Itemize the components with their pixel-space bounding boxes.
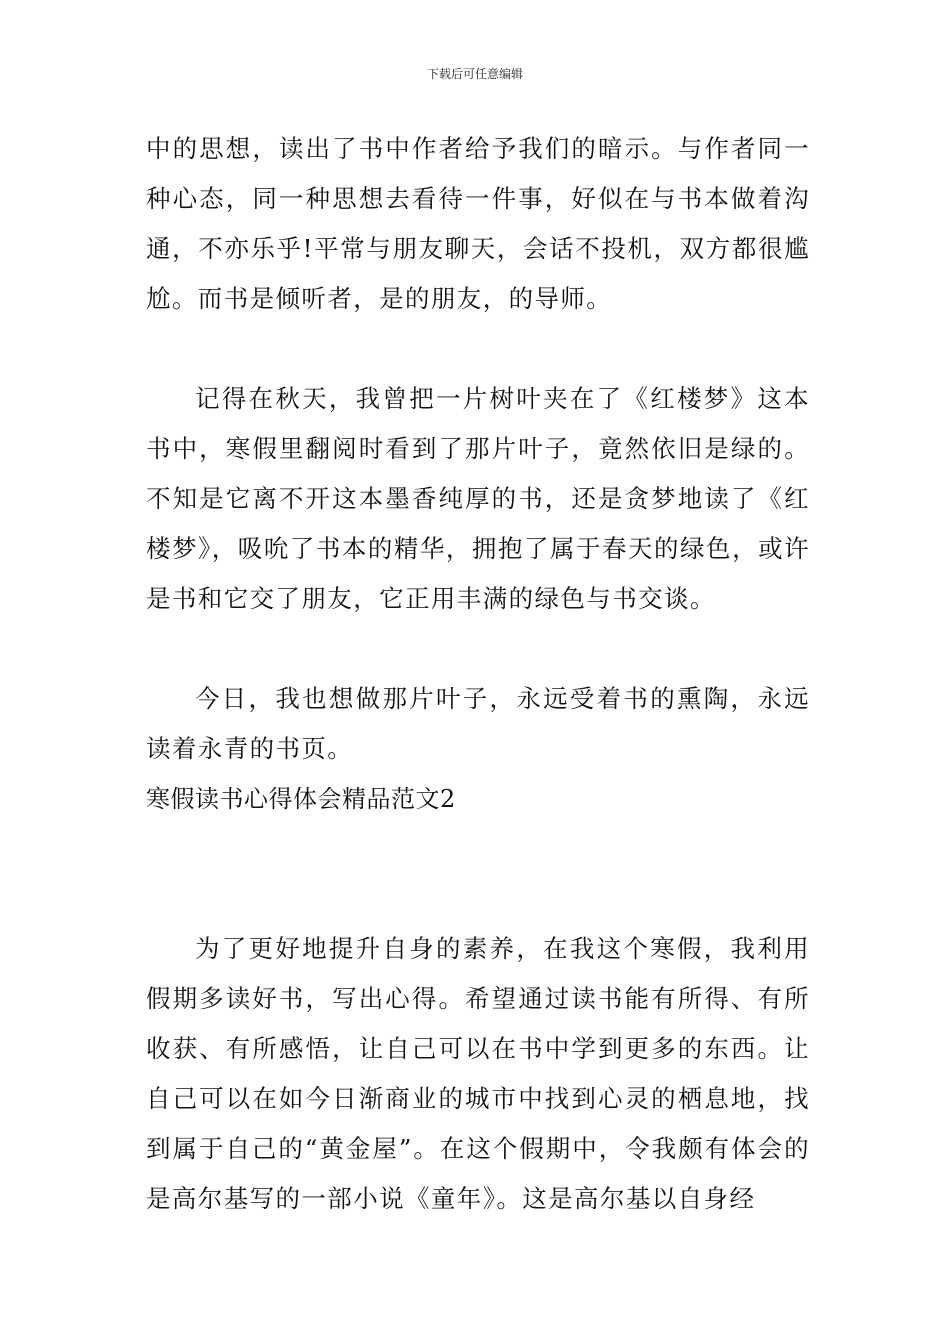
paragraph-continued: 中的思想，读出了书中作者给予我们的暗示。与作者同一种心态，同一种思想去看待一件事，好似在与书本做着沟通，不亦乐乎!平常与朋友聊天，会话不投机，双方都很尴尬。而书是倾听者，是的朋友，的导师。	[146, 134, 810, 313]
document-body	[146, 124, 810, 1224]
section-heading: 寒假读书心得体会精品范文2	[146, 785, 456, 813]
paragraph-today: 今日，我也想做那片叶子，永远受着书的熏陶，永远读着永青的书页。	[146, 684, 810, 763]
paragraph-winter-reading: 为了更好地提升自身的素养，在我这个寒假，我利用假期多读好书，写出心得。希望通过读书能有所得、有所收获、有所感悟，让自己可以在书中学到更多的东西。让自己可以在如今日渐商业的城市中找到心灵的栖息地，找到属于自己的“黄金屋”。在这个假期中，令我颇有体会的是高尔基写的一部小说《童年》。这是高尔基以自身经	[146, 934, 810, 1213]
paragraph-autumn-leaf: 记得在秋天，我曾把一片树叶夹在了《红楼梦》这本书中，寒假里翻阅时看到了那片叶子，竟然依旧是绿的。不知是它离不开这本墨香纯厚的书，还是贪梦地读了《红楼梦》，吸吮了书本的精华，拥抱了属于春天的绿色，或许是书和它交了朋友，它正用丰满的绿色与书交谈。	[146, 384, 810, 613]
page-header: 下载后可任意编辑	[426, 67, 523, 81]
